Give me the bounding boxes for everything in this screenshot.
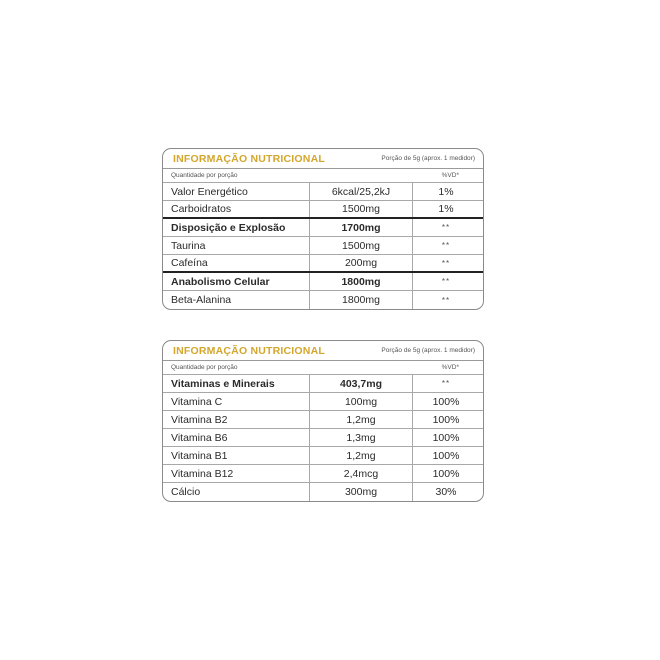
- nutrient-vd: 100%: [432, 431, 460, 444]
- portion-note: Porção de 5g (aprox. 1 medidor): [381, 155, 475, 162]
- nutrient-name: Vitamina B6: [171, 431, 228, 444]
- table-row: [163, 393, 483, 411]
- subheader-row: [163, 169, 483, 183]
- nutrition-table-panel-2: [162, 340, 484, 502]
- nutrient-vd: 1%: [438, 185, 454, 198]
- nutrient-amount: 300mg: [309, 483, 413, 501]
- nutrient-vd: 100%: [432, 413, 460, 426]
- nutrient-amount: 1700mg: [309, 219, 413, 236]
- table-row: [163, 201, 483, 219]
- panel-title: INFORMAÇÃO NUTRICIONAL: [173, 152, 325, 165]
- subheader-label: Quantidade por porção: [171, 172, 238, 179]
- nutrient-name: Cálcio: [171, 486, 201, 498]
- table-row: [163, 429, 483, 447]
- nutrient-amount: 1800mg: [309, 273, 413, 290]
- nutrient-amount: 1,2mg: [309, 411, 413, 428]
- table-row: [163, 273, 483, 291]
- nutrient-name: Valor Energético: [171, 185, 248, 198]
- nutrient-name: Anabolismo Celular: [171, 275, 270, 288]
- panel-header: [163, 341, 483, 361]
- nutrient-name: Vitaminas e Minerais: [171, 377, 275, 390]
- nutrition-table-panel-1: [162, 148, 484, 310]
- nutrient-vd: **: [441, 295, 451, 305]
- subheader-vd: %VD*: [441, 364, 459, 371]
- table-row: [163, 447, 483, 465]
- table-body: [163, 375, 483, 501]
- table-row: [163, 255, 483, 273]
- portion-note: Porção de 5g (aprox. 1 medidor): [381, 347, 475, 354]
- nutrient-vd: **: [441, 258, 451, 268]
- nutrient-name: Vitamina C: [171, 395, 223, 408]
- nutrient-name: Beta-Alanina: [171, 294, 232, 306]
- panel-header: [163, 149, 483, 169]
- nutrient-name: Vitamina B2: [171, 413, 228, 426]
- subheader-spacer: [309, 169, 413, 182]
- nutrient-vd: 30%: [435, 486, 457, 498]
- table-row: [163, 465, 483, 483]
- nutrient-vd: 100%: [432, 449, 460, 462]
- table-row: [163, 219, 483, 237]
- nutrient-amount: 1500mg: [309, 237, 413, 254]
- table-row: [163, 183, 483, 201]
- nutrient-vd: **: [441, 241, 451, 250]
- subheader-spacer: [309, 361, 413, 374]
- table-row: [163, 237, 483, 255]
- nutrient-amount: 1800mg: [309, 291, 413, 309]
- nutrient-vd: **: [441, 379, 451, 388]
- nutrient-amount: 403,7mg: [309, 375, 413, 392]
- nutrient-amount: 2,4mcg: [309, 465, 413, 482]
- nutrient-vd: 1%: [438, 203, 454, 215]
- nutrient-amount: 1,2mg: [309, 447, 413, 464]
- table-row: [163, 483, 483, 501]
- nutrient-vd: 100%: [432, 395, 460, 408]
- nutrient-amount: 6kcal/25,2kJ: [309, 183, 413, 200]
- nutrient-amount: 200mg: [309, 255, 413, 271]
- panel-title: INFORMAÇÃO NUTRICIONAL: [173, 344, 325, 357]
- nutrient-name: Disposição e Explosão: [171, 221, 286, 234]
- nutrient-name: Cafeína: [171, 257, 208, 269]
- table-row: [163, 291, 483, 309]
- nutrient-name: Vitamina B1: [171, 449, 228, 462]
- table-row: [163, 411, 483, 429]
- table-row: [163, 375, 483, 393]
- nutrient-vd: **: [441, 223, 451, 232]
- nutrient-amount: 100mg: [309, 393, 413, 410]
- nutrient-name: Carboidratos: [171, 203, 232, 215]
- subheader-vd: %VD*: [441, 172, 459, 179]
- table-body: [163, 183, 483, 309]
- nutrient-vd: 100%: [432, 467, 460, 480]
- subheader-label: Quantidade por porção: [171, 364, 238, 371]
- subheader-row: [163, 361, 483, 375]
- nutrient-amount: 1500mg: [309, 201, 413, 217]
- nutrient-name: Taurina: [171, 239, 206, 252]
- nutrient-name: Vitamina B12: [171, 467, 234, 480]
- nutrient-amount: 1,3mg: [309, 429, 413, 446]
- nutrient-vd: **: [441, 277, 451, 286]
